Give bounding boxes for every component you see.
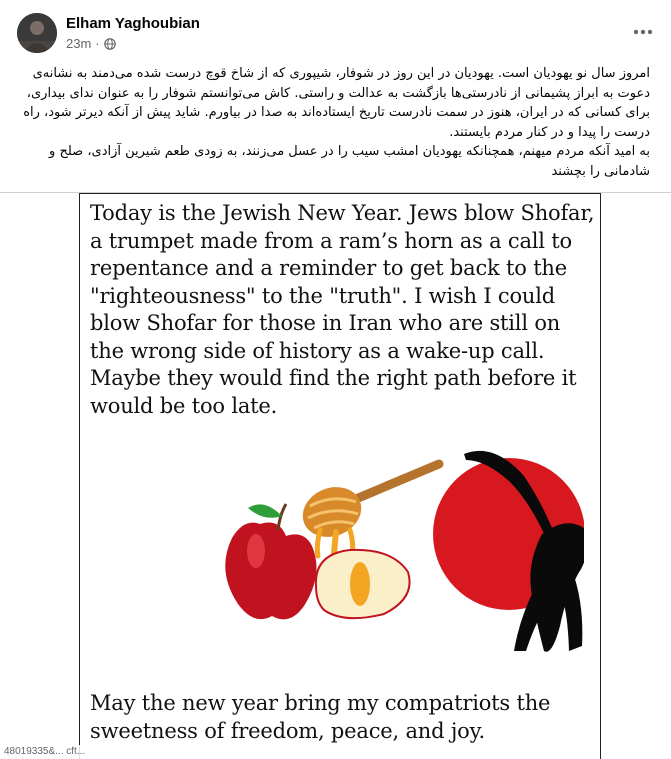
more-horizontal-icon	[633, 29, 653, 35]
post-header	[0, 0, 671, 60]
image-watermark: 48019335&... cft...	[0, 745, 89, 759]
apple-slice-icon	[316, 550, 410, 618]
apple-honey-shofar-illustration	[164, 446, 584, 661]
more-options-button[interactable]	[629, 18, 657, 46]
apple-icon	[225, 504, 316, 619]
post-meta	[66, 36, 116, 51]
author-name[interactable]: Elham Yaghoubian	[66, 15, 200, 32]
avatar[interactable]	[17, 13, 57, 53]
image-quote-text: Today is the Jewish New Year. Jews blow Shofar, a trumpet made from a ram’s horn as a call to repentance and a reminder to get back to the "righteousness" to the "truth". I wish I could blow Shofar for those in Iran who are still on the wrong side of history as a wake-up call. Maybe they would find the right path before it would be too late.	[90, 201, 595, 418]
post-time[interactable]: 23m	[66, 36, 92, 51]
globe-icon	[104, 38, 116, 50]
meta-separator: ·	[95, 36, 100, 51]
post-body	[16, 64, 650, 181]
post-image-area[interactable]	[0, 193, 671, 759]
post-paragraph-2: به امید آنکه مردم میهنم، همچنانکه یهودیان امشب سیب را در عسل می‌زنند، به زودی طعم شیرین آزادی، صلح و شادمانی را بچشند	[49, 144, 650, 179]
post-paragraph-1: امروز سال نو یهودیان است. یهودیان در این روز در شوفار، شیپوری که از شاخ قوچ درست شده می‌دمند به نشانه‌ی دعوت به ابراز پشیمانی از نادرستی‌ها بازگشت به عدالت و راستی. کاش می‌توانستم شوفار را به عنوان ندای بیداری، برای کسانی که در ایران، هنوز در سمت نادرست تاریخ ایستاده‌اند به صدا در بیاورم. شاید پیش از آنکه دیرتر شود، راه درست را پیدا و در کنار مردم بایستند.	[23, 66, 650, 140]
image-wish-text: May the new year bring my compatriots the sweetness of freedom, peace, and joy.	[90, 691, 551, 743]
shared-image[interactable]	[79, 193, 601, 759]
